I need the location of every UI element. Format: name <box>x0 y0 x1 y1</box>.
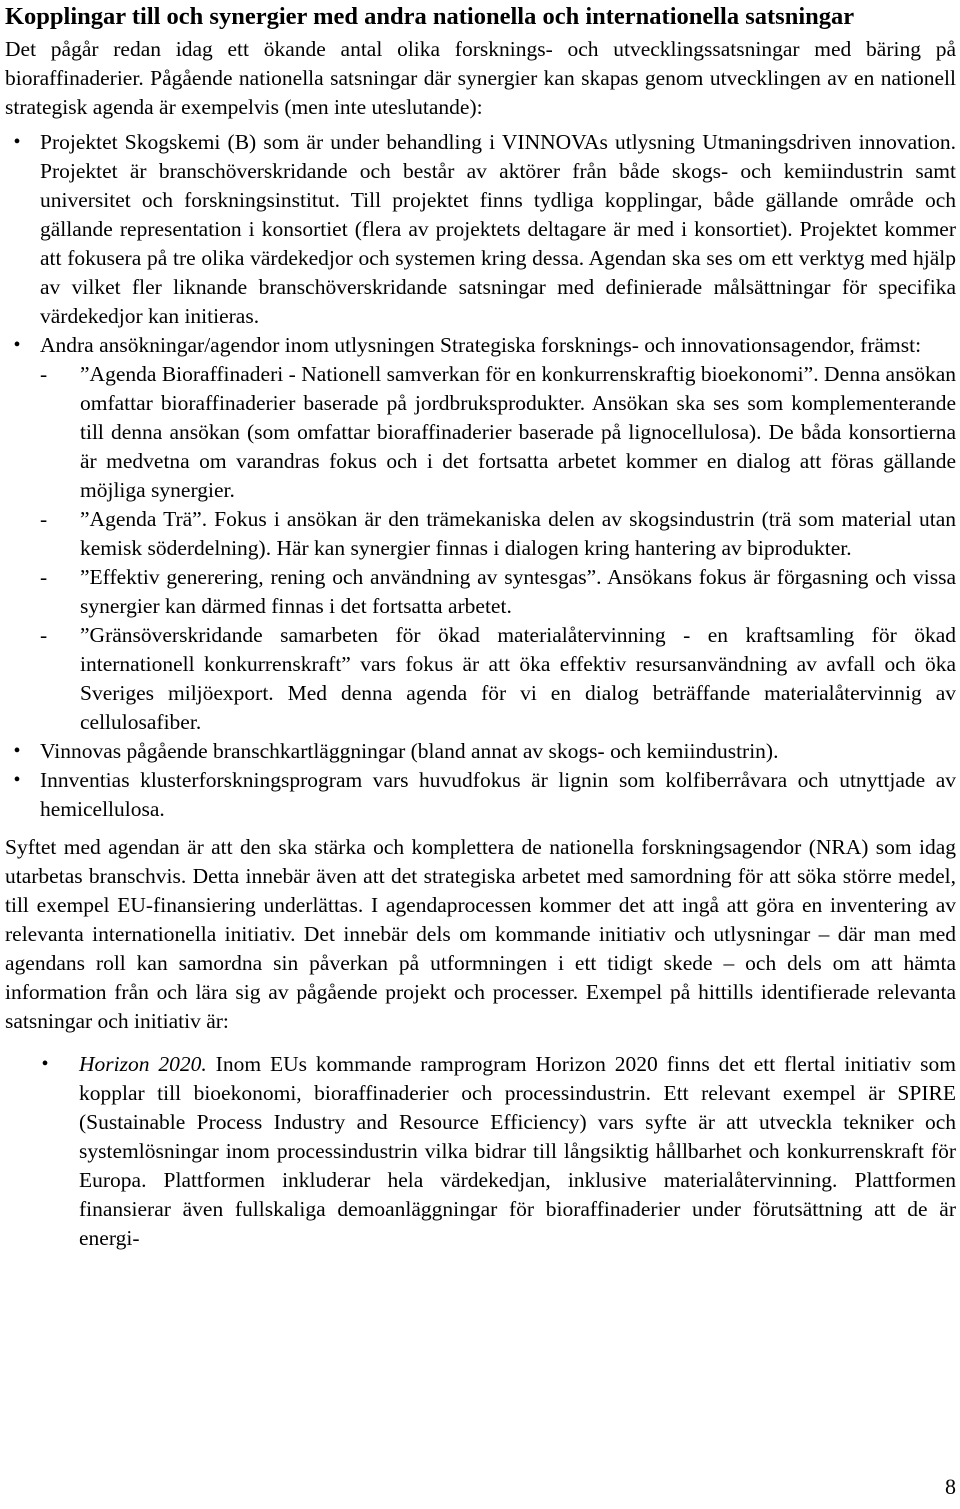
list-item-vinnova <box>5 737 956 766</box>
page-number: 8 <box>945 1474 956 1499</box>
dash-icon: - <box>40 623 48 647</box>
bullet-icon: • <box>13 334 21 356</box>
sublist-item-agenda-tra <box>40 505 956 563</box>
sublist-item-text: ”Agenda Trä”. Fokus i ansökan är den trämekaniska delen av skogsindustrin (trä som material utan kemisk söderdelning). Här kan synergier finnas i dialogen kring hantering av biprodukter. <box>80 507 956 560</box>
horizon-text: Inom EUs kommande ramprogram Horizon 2020 finns det ett flertal initiativ som kopplar till bioekonomi, bioraffinaderier och processindustrin. Ett relevant exempel är SPIRE (Sustainable Process Industry and Resource Efficiency) vars syfte är att utveckla tekniker och systemlösningar inom processindustrin vilka bidrar till långsiktig hållbarhet och konkurrenskraft för Europa. Plattformen inkluderar hela värdekedjan, inklusive materialåtervinning. Plattformen finansierar även fullskaliga demoanläggningar för bioraffinaderier under förutsättning att de är energi- <box>79 1052 956 1250</box>
bullet-icon: • <box>13 769 21 791</box>
list-item-text: Innventias klusterforskningsprogram vars huvudfokus är lignin som kolfiberråvara och utnyttjade av hemicellulosa. <box>40 768 956 821</box>
sublist-item-text: ”Effektiv generering, rening och användning av syntesgas”. Ansökans fokus är förgasning och vissa synergier kan därmed finnas i det fortsatta arbetet. <box>80 565 956 618</box>
purpose-paragraph: Syftet med agendan är att den ska stärka och komplettera de nationella forskningsagendor (NRA) som idag utarbetas branschvis. Detta innebär även att det strategiska arbetet med samordning för att söka större medel, till exempel EU-finansiering underlättas. I agendaprocessen kommer det att ingå att göra en inventering av relevanta internationella initiativ. Det innebär dels om kommande initiativ och utlysningar – där man med agendans roll kan samordna sin påverkan på utformningen i ett tidigt skede – och dels om att hämta information från och lära sig av pågående projekt och processer. Exempel på hittills identifierade relevanta satsningar och initiativ är: <box>5 835 956 1033</box>
dash-icon: - <box>40 507 48 531</box>
dash-icon: - <box>40 362 48 386</box>
page-content <box>5 0 956 1253</box>
list-item-other-applications <box>5 331 956 737</box>
horizon-title: Horizon 2020. <box>79 1052 207 1076</box>
list-item-skogskemi <box>5 128 956 331</box>
list-item-text: Projektet Skogskemi (B) som är under behandling i VINNOVAs utlysning Utmaningsdriven innovation. Projektet är branschöverskridande och består av aktörer från både skogs- och kemiindustrin samt universitet och forskningsinstitut. Till projektet finns tydliga kopplingar, både gällande område och gällande representation i konsortiet (flera av projektets deltagare är med i konsortiet). Projektet kommer att fokusera på tre olika värdekedjor och systemen kring dessa. Agendan ska ses om ett verktyg med hjälp av vilket fler liknande branschöverskridande satsningar med definierade målsättningar för specifika värdekedjor kan initieras. <box>40 130 956 328</box>
bullet-icon: • <box>13 131 21 153</box>
intro-paragraph: Det pågår redan idag ett ökande antal olika forsknings- och utvecklingssatsningar med bäring på bioraffinaderier. Pågående nationella satsningar där synergier kan skapas genom utvecklingen av en nationell strategisk agenda är exempelvis (men inte uteslutande): <box>5 37 956 119</box>
list-item-text: Andra ansökningar/agendor inom utlysningen Strategiska forsknings- och innovationsagendor, främst: <box>40 333 922 357</box>
sublist-item-text: ”Gränsöverskridande samarbeten för ökad materialåtervinning - en kraftsamling för ökad internationell konkurrenskraft” vars fokus är att öka effektiv resursanvändning av avfall och öka Sveriges miljöexport. Med denna agenda för vi en dialog beträffande materialåtervinnig av cellulosafiber. <box>80 623 956 734</box>
dash-icon: - <box>40 565 48 589</box>
bullet-icon: • <box>41 1053 49 1075</box>
list-item-innventia <box>5 766 956 824</box>
sublist-item-agenda-bioraffinaderi <box>40 360 956 505</box>
list-item-horizon-2020 <box>5 1050 956 1253</box>
sublist-item-syntesgas <box>40 563 956 621</box>
sublist-item-materialatervinning <box>40 621 956 737</box>
national-initiatives-list <box>5 128 956 824</box>
sublist-item-text: ”Agenda Bioraffinaderi - Nationell samverkan för en konkurrenskraftig bioekonomi”. Denna ansökan omfattar bioraffinaderier baserade på jordbruksprodukter. Ansökan ska ses som komplementerande till denna ansökan (som omfattar bioraffinaderier baserade på lignocellulosa). De båda konsortierna är medvetna om varandras fokus och i det fortsatta arbetet kommer en dialog att föras gällande möjliga synergier. <box>80 362 956 502</box>
list-item-text: Vinnovas pågående branschkartläggningar (bland annat av skogs- och kemiindustrin). <box>40 739 779 763</box>
section-heading: Kopplingar till och synergier med andra nationella och internationella satsningar <box>5 3 855 30</box>
applications-sublist <box>40 360 956 737</box>
bullet-icon: • <box>13 740 21 762</box>
international-initiatives-list <box>5 1050 956 1253</box>
